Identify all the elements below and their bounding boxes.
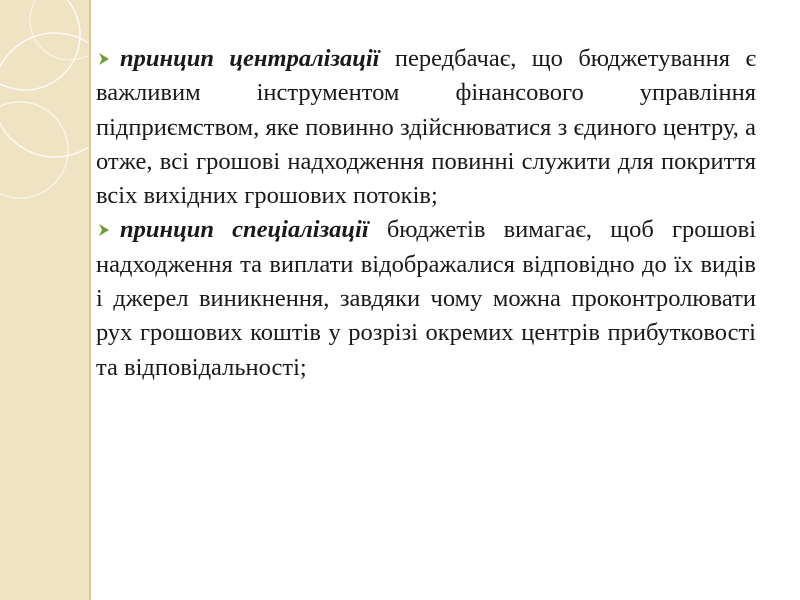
decorative-side-panel <box>0 0 89 600</box>
bullet-term: принцип централізації <box>120 45 380 72</box>
side-panel-edge <box>89 0 91 600</box>
arrow-bullet-icon <box>96 213 120 247</box>
slide-content <box>96 42 756 385</box>
bullet-text: бюджетів вимагає, щоб грошові надходження та виплати відображалися відповідно до їх видів і джерел виникнення, завдяки чому можна проконтролювати рух грошових коштів у розрізі окремих центрів прибутковості та відповідальності; <box>96 216 757 381</box>
bullet-item-centralization <box>96 42 756 213</box>
bullet-item-specialization <box>96 213 756 384</box>
arrow-bullet-icon <box>96 42 120 76</box>
bullet-text: передбачає, що бюджетування є важливим інструментом фінансового управління підприємством, яке повинно здійснюватися з єдиного центру, а отже, всі грошові надходження повинні служити для покриття всіх вихідних грошових потоків; <box>96 45 756 210</box>
decorative-circles <box>0 0 89 600</box>
bullet-term: принцип спеціалізації <box>120 216 369 244</box>
